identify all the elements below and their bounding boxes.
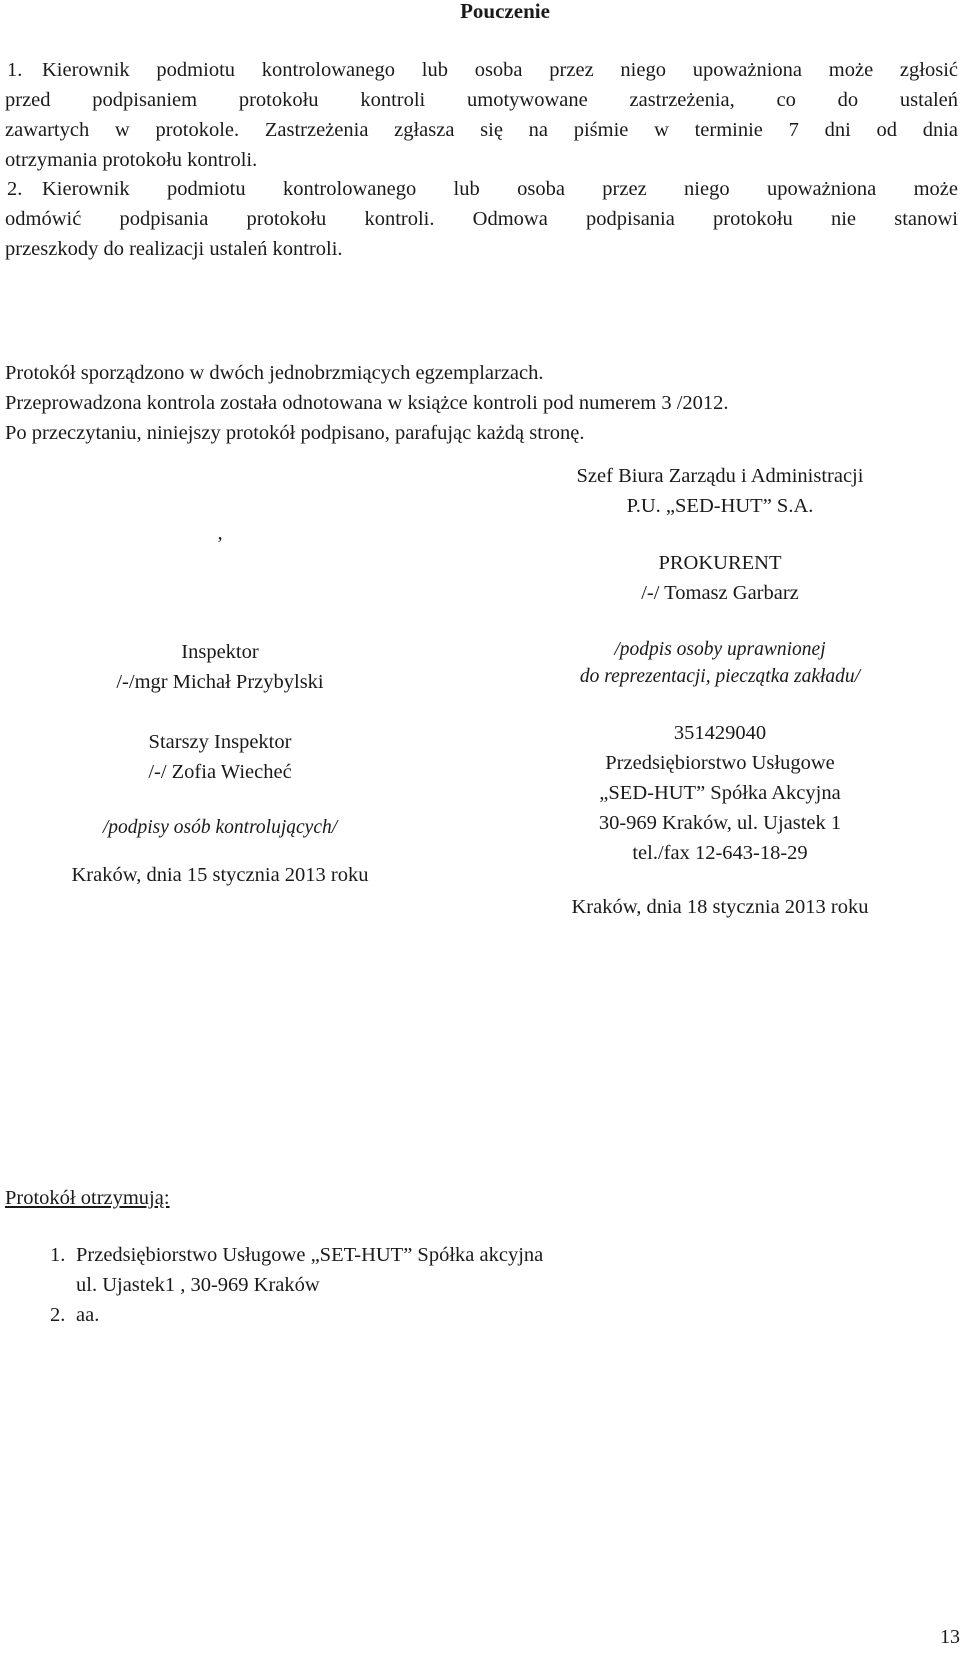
representative-caption-line-1: /podpis osoby uprawnionej: [614, 639, 826, 660]
instruction-1-line: przed podpisaniem protokołu kontroli umotywowane zastrzeżenia, co do ustaleń: [5, 89, 958, 111]
recipient-1-name: Przedsiębiorstwo Usługowe „SET-HUT” Spółka akcyjna: [76, 1244, 544, 1266]
proxy-role: PROKURENT: [658, 552, 782, 574]
stamp-phone: tel./fax 12-643-18-29: [632, 842, 808, 864]
recipients-title: Protokół otrzymują:: [5, 1187, 170, 1209]
instruction-1-line: otrzymania protokołu kontroli.: [5, 149, 258, 171]
company-stamp: [505, 718, 935, 868]
instruction-2-number: 2.: [7, 178, 23, 200]
stamp-company-name: „SED-HUT” Spółka Akcyjna: [599, 782, 841, 804]
proxy-name: /-/ Tomasz Garbarz: [641, 582, 799, 604]
senior-inspector-name: /-/ Zofia Wiecheć: [148, 761, 292, 783]
office-title: Szef Biura Zarządu i Administracji: [576, 465, 864, 487]
page-number: 13: [940, 1626, 960, 1648]
representative-caption-line-2: do reprezentacji, pieczątka zakładu/: [579, 666, 861, 687]
inspector-title: Inspektor: [181, 641, 259, 663]
instruction-2-line: odmówić podpisania protokołu kontroli. Odmowa podpisania protokołu nie stanowi: [5, 208, 958, 230]
senior-inspector-title: Starszy Inspektor: [148, 731, 292, 753]
section-heading: Pouczenie: [460, 0, 550, 23]
stamp-company-type: Przedsiębiorstwo Usługowe: [605, 752, 835, 774]
instruction-1-line: zawartych w protokole. Zastrzeżenia zgłasza się na piśmie w terminie 7 dni od dnia: [5, 119, 958, 141]
instruction-2-line: przeszkody do realizacji ustaleń kontroli.: [5, 238, 343, 260]
instruction-1-line: Kierownik podmiotu kontrolowanego lub osoba przez niego upoważniona może zgłosić: [42, 59, 958, 81]
instruction-2-line: Kierownik podmiotu kontrolowanego lub osoba przez niego upoważniona może: [42, 178, 958, 200]
statement-copies: Protokół sporządzono w dwóch jednobrzmiących egzemplarzach.: [5, 362, 544, 384]
recipient-2-number: 2.: [50, 1304, 66, 1326]
recipient-1-number: 1.: [50, 1244, 66, 1266]
recipient-1-address: ul. Ujastek1 , 30-969 Kraków: [76, 1274, 320, 1296]
stamp-address: 30-969 Kraków, ul. Ujastek 1: [598, 812, 842, 834]
statement-control-book: Przeprowadzona kontrola została odnotowana w książce kontroli pod numerem 3 /2012.: [5, 392, 729, 414]
instruction-2-text: [5, 174, 958, 264]
inspector-name: /-/mgr Michał Przybylski: [116, 671, 324, 693]
stamp-regon: 351429040: [673, 722, 767, 744]
instruction-1-text: [5, 55, 958, 175]
receipt-date: Kraków, dnia 18 stycznia 2013 roku: [571, 896, 869, 918]
inspectors-caption: /podpisy osób kontrolujących/: [102, 817, 338, 838]
inspection-date: Kraków, dnia 15 stycznia 2013 roku: [71, 864, 369, 886]
instruction-1-number: 1.: [7, 59, 23, 81]
recipient-2-name: aa.: [76, 1304, 100, 1326]
statement-signed: Po przeczytaniu, niniejszy protokół podpisano, parafując każdą stronę.: [5, 422, 585, 444]
stray-comma: ,: [217, 522, 223, 544]
company-short-name: P.U. „SED-HUT” S.A.: [626, 495, 814, 517]
